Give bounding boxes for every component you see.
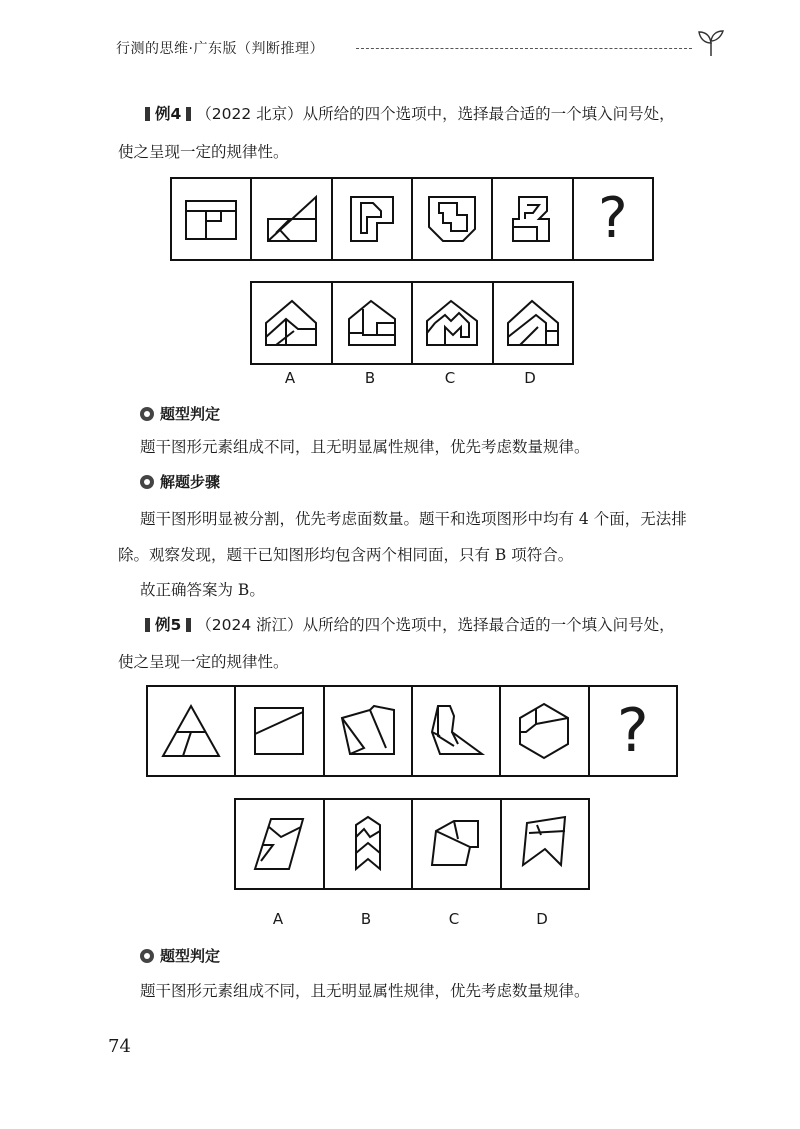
example4-steps-line2: 除。观察发现，题干已知图形均包含两个相同面，只有 B 项符合。 — [118, 546, 574, 564]
option-label-c: C — [448, 910, 460, 928]
figure-cell — [413, 179, 493, 259]
option-d-figure[interactable] — [494, 283, 573, 363]
option-label-b: B — [360, 910, 372, 928]
option-a-figure[interactable] — [252, 283, 333, 363]
example4-stem-row — [170, 177, 654, 261]
header-title: 行测的思维·广东版（判断推理） — [116, 41, 324, 57]
type-heading-text: 题型判定 — [160, 405, 221, 423]
bracket-mark — [145, 107, 150, 121]
option-figure-b — [337, 293, 407, 353]
option-label-d: D — [524, 369, 536, 387]
bracket-mark — [186, 107, 191, 121]
figure-cell — [501, 687, 589, 775]
stem-figure-1 — [153, 696, 229, 766]
flower-bullet-icon — [140, 475, 154, 489]
option-b-figure[interactable] — [333, 283, 414, 363]
bracket-mark — [145, 618, 150, 632]
question-mark: ? — [597, 186, 628, 251]
option-c-figure[interactable] — [413, 800, 502, 888]
option-figure-a — [256, 293, 326, 353]
option-figure-c — [417, 293, 487, 353]
example4-option-labels — [250, 369, 570, 387]
page-header — [116, 34, 726, 64]
steps-heading-text: 解题步骤 — [160, 473, 221, 491]
figure-cell — [172, 179, 252, 259]
example4-answer: 故正确答案为 B。 — [140, 581, 265, 599]
figure-cell — [236, 687, 324, 775]
flower-bullet-icon — [140, 949, 154, 963]
figure-cell — [493, 179, 573, 259]
question-mark: ? — [616, 696, 649, 766]
figure-cell — [333, 179, 413, 259]
flower-bullet-icon — [140, 407, 154, 421]
example5-type-heading — [140, 945, 220, 966]
example5-question-text: 从所给的四个选项中，选择最合适的一个填入问号处， — [302, 616, 675, 634]
stem-figure-4 — [417, 189, 487, 249]
option-figure-c — [418, 809, 494, 879]
example4-question-text: 从所给的四个选项中，选择最合适的一个填入问号处， — [302, 105, 675, 123]
header-rule — [356, 48, 692, 49]
figure-cell — [148, 687, 236, 775]
option-figure-b — [330, 809, 406, 879]
example5-question-line1 — [140, 614, 675, 636]
example5-tag: 例5 — [155, 616, 182, 634]
example4-question-line2: 使之呈现一定的规律性。 — [118, 143, 289, 161]
option-a-figure[interactable] — [236, 800, 325, 888]
figure-cell — [413, 687, 501, 775]
stem-figure-3 — [330, 696, 406, 766]
stem-figure-5 — [497, 189, 567, 249]
example4-steps-heading — [140, 471, 220, 492]
option-figure-a — [241, 809, 317, 879]
example4-options-row — [250, 281, 574, 365]
option-c-figure[interactable] — [413, 283, 494, 363]
example4-year: （2022 北京） — [196, 105, 303, 123]
figure-cell — [325, 687, 413, 775]
example5-options-row — [234, 798, 590, 890]
option-label-a: A — [272, 910, 284, 928]
stem-figure-3 — [337, 189, 407, 249]
option-d-figure[interactable] — [502, 800, 589, 888]
type-heading-text: 题型判定 — [160, 947, 221, 965]
option-label-b: B — [364, 369, 376, 387]
example5-stem-row — [146, 685, 678, 777]
bracket-mark — [186, 618, 191, 632]
example4-type-heading — [140, 403, 220, 424]
question-cell — [590, 687, 676, 775]
example4-tag: 例4 — [155, 105, 182, 123]
example4-steps-line1: 题干图形明显被分割，优先考虑面数量。题干和选项图形中均有 4 个面，无法排 — [140, 510, 687, 528]
question-cell — [574, 179, 652, 259]
example5-question-line2: 使之呈现一定的规律性。 — [118, 653, 289, 671]
page-number: 74 — [108, 1036, 131, 1057]
example4-type-text: 题干图形元素组成不同，且无明显属性规律，优先考虑数量规律。 — [140, 438, 590, 456]
stem-figure-1 — [176, 189, 246, 249]
example5-year: （2024 浙江） — [196, 616, 303, 634]
option-label-c: C — [444, 369, 456, 387]
example5-type-text: 题干图形元素组成不同，且无明显属性规律，优先考虑数量规律。 — [140, 982, 590, 1000]
example5-option-labels — [234, 910, 586, 928]
option-label-a: A — [284, 369, 296, 387]
figure-cell — [252, 179, 332, 259]
option-figure-d — [507, 809, 583, 879]
stem-figure-2 — [256, 189, 326, 249]
stem-figure-4 — [418, 696, 494, 766]
example4-question-line1 — [140, 103, 675, 125]
sprout-icon — [694, 28, 728, 58]
option-figure-d — [498, 293, 568, 353]
option-label-d: D — [536, 910, 548, 928]
stem-figure-2 — [241, 696, 317, 766]
option-b-figure[interactable] — [325, 800, 414, 888]
stem-figure-5 — [506, 696, 582, 766]
